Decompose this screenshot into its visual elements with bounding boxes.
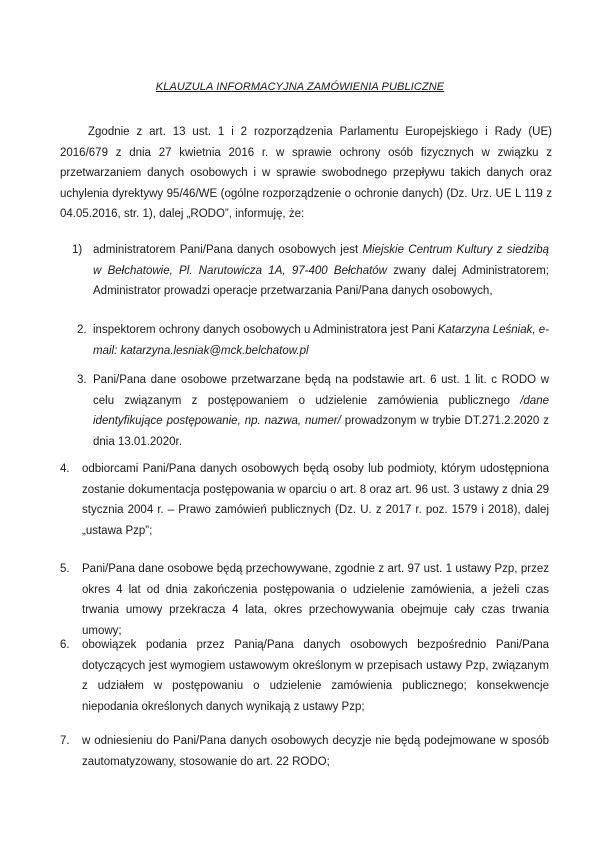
list-item: [60, 559, 549, 641]
list-item-text: odbiorcami Pani/Pana danych osobowych będą osoby lub podmioty, którym udostępniona zostanie dokumentacja postępowania w oparciu o art. 8 oraz art. 96 ust. 3 ustawy z dnia 29 stycznia 2004 r. – Prawo zamówień publicznych (Dz. U. z 2017 r. poz. 1579 i 2018), dalej „ustawa Pzp”;: [82, 463, 549, 537]
list-item: [60, 459, 549, 541]
list-item-text: prowadzonym w trybie DT.271.2.2020 z dnia 13.01.2020r.: [93, 415, 549, 448]
list-item-number: 2.: [77, 324, 87, 336]
list-item-italic-text: Katarzyna Leśniak, e-mail: katarzyna.lesniak@mck.belchatow.pl: [93, 324, 549, 357]
list-item: [60, 731, 549, 772]
document-title: KLAUZULA INFORMACYJNA ZAMÓWIENIA PUBLICZNE: [155, 81, 445, 93]
list-item-number: 4.: [60, 463, 70, 475]
list-item-number: 5.: [60, 563, 70, 575]
list-item: [77, 320, 549, 361]
list-item-text: zwany dalej Administratorem; Administrator prowadzi operacje przetwarzania Pani/Pana danych osobowych,: [93, 264, 549, 297]
list-item-number: 1): [72, 244, 83, 256]
list-item-text: Pani/Pana dane osobowe będą przechowywane, zgodnie z art. 97 ust. 1 ustawy Pzp, przez okres 4 lat od dnia zakończenia postępowania o udzielenie zamówienia, a jeżeli czas trwania umowy przekracza 4 lata, okres przechowywania obejmuje cały czas trwania umowy;: [82, 563, 549, 637]
list-item-text: w odniesieniu do Pani/Pana danych osobowych decyzje nie będą podejmowane w sposób zautomatyzowany, stosowanie do art. 22 RODO;: [82, 735, 549, 768]
list-item: [77, 370, 549, 452]
list-item-number: 7.: [60, 735, 70, 747]
list-item-text: administratorem Pani/Pana danych osobowych jest: [93, 244, 363, 256]
intro-paragraph: Zgodnie z art. 13 ust. 1 i 2 rozporządzenia Parlamentu Europejskiego i Rady (UE) 2016/679 z dnia 27 kwietnia 2016 r. w sprawie ochrony osób fizycznych w związku z przetwarzaniem danych osobowych i w sprawie swobodnego przepływu takich danych oraz uchylenia dyrektywy 95/46/WE (ogólne rozporządzenie o ochronie danych) (Dz. Urz. UE L 119 z 04.05.2016, str. 1), dalej „RODO”, informuję, że:: [60, 126, 552, 220]
list-item-text: Pani/Pana dane osobowe przetwarzane będą na podstawie art. 6 ust. 1 lit. c RODO w celu związanym z postępowaniem o udzielenie zamówienia publicznego: [93, 374, 549, 407]
list-item-italic-text: /dane identyfikujące postępowanie, np. nazwa, numer/: [93, 394, 549, 427]
list-item-italic-text: Miejskie Centrum Kultury z siedzibą w Bełchatowie, Pl. Narutowicza 1A, 97-400 Bełchatów: [93, 244, 549, 277]
list-item: [60, 635, 549, 717]
list-item-text: inspektorem ochrony danych osobowych u Administratora jest Pani: [93, 324, 438, 336]
list-item-number: 6.: [60, 639, 70, 651]
list-item-number: 3.: [77, 374, 87, 386]
list-item: [72, 240, 549, 302]
list-item-text: obowiązek podania przez Panią/Pana danych osobowych bezpośrednio Pani/Pana dotyczących jest wymogiem ustawowym określonym w przepisach ustawy Pzp, związanym z udziałem w postępowaniu o udzielenie zamówienia publicznego; konsekwencje niepodania określonych danych wynikają z ustawy Pzp;: [82, 639, 549, 713]
